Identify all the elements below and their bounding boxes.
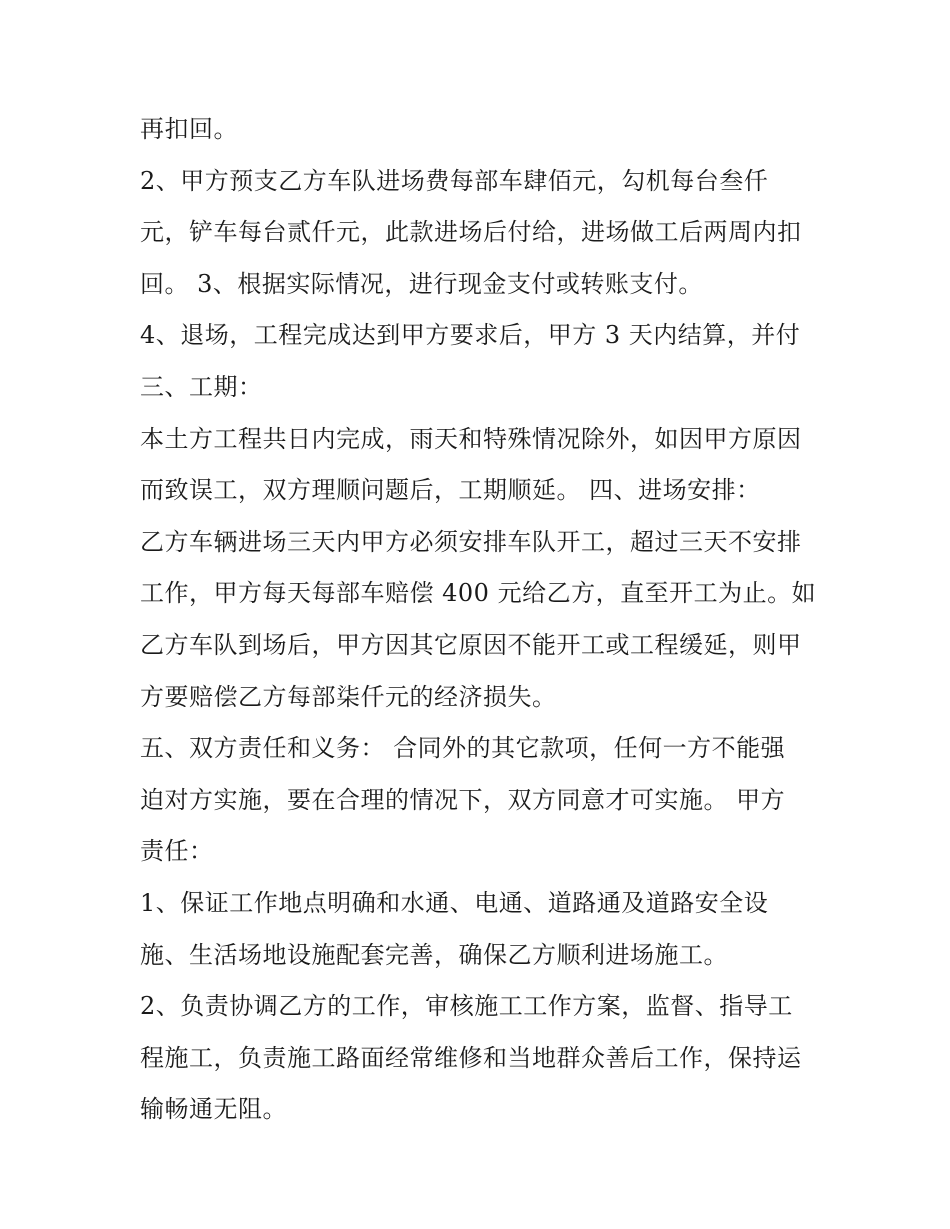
text-line: 迫对方实施，要在合理的情况下，双方同意才可实施。 甲方 [140, 785, 786, 814]
text-line: 回。 3、根据实际情况，进行现金支付或转账支付。 [140, 269, 703, 298]
text-line: 本土方工程共日内完成，雨天和特殊情况除外，如因甲方原因 [140, 424, 802, 453]
text-line: 五、双方责任和义务： 合同外的其它款项，任何一方不能强 [140, 734, 786, 763]
text-line: 乙方车辆进场三天内甲方必须安排车队开工，超过三天不安排 [140, 527, 802, 556]
text-line: 再扣回。 [140, 115, 238, 143]
text-line: 2、负责协调乙方的工作，审核施工工作方案，监督、指导工 [140, 992, 793, 1021]
contract-text [140, 104, 830, 1136]
text-line: 1、保证工作地点明确和水通、电通、道路通及道路安全设 [140, 888, 769, 917]
text-line: 4、退场，工程完成达到甲方要求后，甲方 3 天内结算，并付 [140, 321, 801, 350]
text-line: 元，铲车每台贰仟元，此款进场后付给，进场做工后两周内扣 [140, 218, 802, 247]
text-line: 方要赔偿乙方每部柒仟元的经济损失。 [140, 682, 557, 711]
section-heading-schedule: 三、工期： [140, 372, 263, 401]
text-line: 而致误工，双方理顺问题后，工期顺延。 四、进场安排： [140, 476, 761, 505]
text-line: 工作，甲方每天每部车赔偿 400 元给乙方，直至开工为止。如 [140, 579, 817, 608]
text-line: 程施工，负责施工路面经常维修和当地群众善后工作，保持运 [140, 1043, 802, 1072]
text-line: 输畅通无阻。 [140, 1095, 287, 1124]
text-line: 施、生活场地设施配套完善，确保乙方顺利进场施工。 [140, 940, 728, 969]
text-line: 责任： [140, 837, 214, 866]
text-line: 2、甲方预支乙方车队进场费每部车肆佰元，勾机每台叁仟 [140, 166, 769, 195]
text-line: 乙方车队到场后，甲方因其它原因不能开工或工程缓延，则甲 [140, 630, 802, 659]
